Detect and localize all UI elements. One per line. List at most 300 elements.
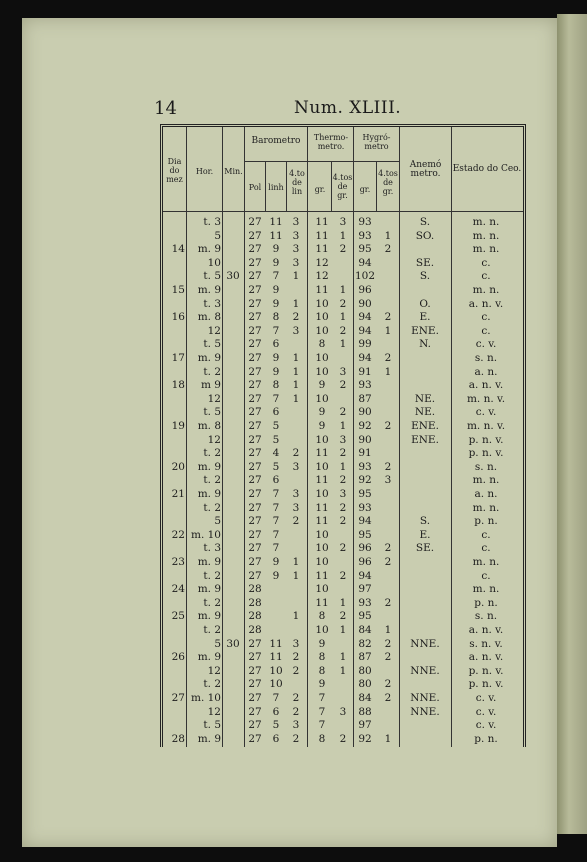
cell-qlin: 3 bbox=[292, 256, 300, 269]
cell-dia: 22 bbox=[171, 528, 185, 541]
cell-lin: 6 bbox=[272, 732, 280, 745]
cell-lin: 11 bbox=[269, 216, 283, 228]
cell-lin: 8 bbox=[272, 379, 280, 392]
cell-tgr: 8 bbox=[318, 338, 326, 351]
cell-qlin: 3 bbox=[292, 324, 300, 337]
cell-qlin: 2 bbox=[292, 311, 300, 324]
cell-qlin: 2 bbox=[292, 447, 300, 460]
cell-pol: 28 bbox=[248, 596, 262, 609]
cell-dia: 20 bbox=[171, 460, 185, 473]
cell-hgr: 95 bbox=[358, 488, 372, 500]
cell-tgr: 9 bbox=[318, 678, 326, 691]
cell-lin: 9 bbox=[272, 556, 280, 568]
page-edge bbox=[557, 14, 587, 834]
cell-sky: a. n. bbox=[474, 365, 498, 378]
cell-sky: c. v. bbox=[475, 406, 497, 419]
cell-tgr: 7 bbox=[318, 719, 326, 732]
cell-dia: 24 bbox=[171, 583, 185, 596]
cell-hgr: 94 bbox=[358, 352, 372, 364]
cell-hgr: 90 bbox=[358, 297, 372, 310]
cell-tgr: 8 bbox=[318, 651, 326, 664]
cell-wind: NNE. bbox=[410, 692, 440, 704]
cell-tgr: 11 bbox=[315, 474, 329, 487]
running-title: Num. XLIII. bbox=[294, 98, 402, 118]
cell-hgr: 90 bbox=[358, 406, 372, 419]
cell-dia: 19 bbox=[171, 420, 185, 432]
cell-pol: 27 bbox=[248, 705, 262, 718]
cell-hor: m. 9 bbox=[197, 556, 221, 568]
cell-tq: 1 bbox=[339, 229, 347, 242]
cell-sky: c. bbox=[481, 569, 491, 582]
cell-hor: 5 bbox=[214, 637, 221, 650]
cell-tgr: 10 bbox=[315, 542, 329, 555]
header-min: Min. bbox=[224, 167, 243, 176]
cell-qlin: 2 bbox=[292, 664, 300, 677]
cell-hgr: 95 bbox=[358, 610, 372, 623]
cell-dia: 25 bbox=[171, 610, 185, 623]
cell-lin: 7 bbox=[272, 501, 280, 514]
cell-pol: 27 bbox=[248, 243, 262, 256]
cell-hor: 5 bbox=[214, 515, 221, 528]
cell-sky: a. n. v. bbox=[468, 651, 504, 664]
cell-pol: 27 bbox=[248, 569, 262, 582]
cell-hgr: 92 bbox=[358, 474, 372, 487]
cell-hq: 2 bbox=[384, 243, 392, 256]
cell-sky: c. bbox=[481, 270, 491, 283]
cell-hq: 2 bbox=[384, 460, 392, 473]
cell-tgr: 11 bbox=[315, 229, 329, 242]
cell-sky: c. v. bbox=[475, 705, 497, 718]
cell-pol: 27 bbox=[248, 732, 262, 745]
cell-sky: m. n. bbox=[472, 284, 500, 296]
cell-tq: 1 bbox=[339, 284, 347, 296]
cell-sky: m. n. v. bbox=[466, 420, 506, 432]
cell-tgr: 10 bbox=[315, 488, 329, 500]
cell-pol: 28 bbox=[248, 624, 262, 636]
cell-lin: 5 bbox=[272, 719, 280, 732]
cell-hgr: 97 bbox=[358, 583, 372, 596]
cell-qlin: 1 bbox=[292, 297, 300, 310]
cell-hor: 12 bbox=[207, 392, 221, 405]
cell-lin: 6 bbox=[272, 474, 280, 487]
cell-sky: p. n. bbox=[474, 596, 498, 609]
cell-hor: 12 bbox=[207, 664, 221, 677]
cell-pol: 27 bbox=[248, 324, 262, 337]
cell-tq: 3 bbox=[339, 705, 347, 718]
header-t-gr: gr. bbox=[314, 185, 326, 194]
cell-hor: t. 3 bbox=[203, 542, 221, 555]
cell-hor: m. 9 bbox=[197, 732, 221, 745]
cell-sky: m. n. v. bbox=[466, 392, 506, 405]
header-h-gr: gr. bbox=[359, 185, 371, 194]
cell-dia: 27 bbox=[171, 692, 185, 704]
cell-lin: 7 bbox=[272, 515, 280, 528]
cell-tgr: 10 bbox=[315, 583, 329, 596]
cell-wind: E. bbox=[419, 528, 431, 541]
cell-pol: 27 bbox=[248, 406, 262, 419]
cell-sky: p. n. v. bbox=[468, 678, 504, 691]
cell-lin: 9 bbox=[272, 365, 280, 378]
cell-hgr: 91 bbox=[358, 365, 372, 378]
cell-pol: 27 bbox=[248, 542, 262, 555]
cell-sky: c. v. bbox=[475, 692, 497, 704]
cell-pol: 27 bbox=[248, 338, 262, 351]
cell-lin: 9 bbox=[272, 243, 280, 256]
table-header bbox=[163, 127, 523, 212]
cell-hgr: 87 bbox=[358, 392, 372, 405]
cell-lin: 5 bbox=[272, 433, 280, 446]
cell-tq: 1 bbox=[339, 420, 347, 432]
cell-hor: m. 9 bbox=[197, 488, 221, 500]
cell-tgr: 9 bbox=[318, 406, 326, 419]
cell-sky: m. n. bbox=[472, 474, 500, 487]
cell-pol: 27 bbox=[248, 488, 262, 500]
cell-wind: NNE. bbox=[410, 664, 440, 677]
cell-lin: 7 bbox=[272, 692, 280, 704]
cell-lin: 10 bbox=[269, 678, 283, 691]
cell-lin: 9 bbox=[272, 569, 280, 582]
cell-pol: 27 bbox=[248, 556, 262, 568]
cell-lin: 5 bbox=[272, 420, 280, 432]
header-t-quartos: 4.tos de gr. bbox=[332, 173, 353, 200]
page-number: 14 bbox=[154, 98, 177, 119]
header-hor: Hor. bbox=[195, 167, 214, 176]
cell-tgr: 7 bbox=[318, 705, 326, 718]
cell-lin: 7 bbox=[272, 488, 280, 500]
cell-hgr: 93 bbox=[358, 229, 372, 242]
cell-pol: 27 bbox=[248, 664, 262, 677]
cell-hor: m. 9 bbox=[197, 583, 221, 596]
header-estado: Estado do Ceo. bbox=[452, 164, 522, 174]
cell-hgr: 93 bbox=[358, 216, 372, 228]
cell-qlin: 3 bbox=[292, 637, 300, 650]
cell-hq: 2 bbox=[384, 637, 392, 650]
cell-pol: 28 bbox=[248, 583, 262, 596]
cell-hgr: 93 bbox=[358, 379, 372, 392]
cell-lin: 7 bbox=[272, 392, 280, 405]
cell-hgr: 96 bbox=[358, 556, 372, 568]
cell-pol: 27 bbox=[248, 392, 262, 405]
cell-hor: m. 10 bbox=[191, 528, 221, 541]
cell-hgr: 93 bbox=[358, 501, 372, 514]
cell-hgr: 80 bbox=[358, 664, 372, 677]
cell-hq: 2 bbox=[384, 556, 392, 568]
cell-dia: 21 bbox=[171, 488, 185, 500]
cell-hgr: 93 bbox=[358, 460, 372, 473]
cell-hor: m. 9 bbox=[197, 284, 221, 296]
cell-min: 30 bbox=[226, 270, 240, 283]
cell-tq: 1 bbox=[339, 311, 347, 324]
cell-tgr: 9 bbox=[318, 379, 326, 392]
cell-sky: s. n. bbox=[474, 352, 498, 364]
cell-hq: 1 bbox=[384, 365, 392, 378]
cell-tgr: 10 bbox=[315, 556, 329, 568]
cell-hor: t. 2 bbox=[203, 501, 221, 514]
cell-qlin: 3 bbox=[292, 229, 300, 242]
cell-sky: c. v. bbox=[475, 338, 497, 351]
cell-lin: 6 bbox=[272, 705, 280, 718]
cell-qlin: 3 bbox=[292, 719, 300, 732]
cell-sky: s. n. v. bbox=[469, 637, 503, 650]
cell-tgr: 10 bbox=[315, 392, 329, 405]
header-h-quartos: 4.tos de gr. bbox=[378, 169, 398, 196]
cell-tq: 2 bbox=[339, 474, 347, 487]
cell-pol: 28 bbox=[248, 610, 262, 623]
cell-dia: 15 bbox=[171, 284, 185, 296]
cell-lin: 7 bbox=[272, 528, 280, 541]
cell-pol: 27 bbox=[248, 460, 262, 473]
cell-lin: 7 bbox=[272, 270, 280, 283]
header-barometro: Barometro bbox=[251, 136, 301, 146]
cell-sky: a. n. v. bbox=[468, 624, 504, 636]
cell-lin: 5 bbox=[272, 460, 280, 473]
cell-hgr: 95 bbox=[358, 528, 372, 541]
cell-hgr: 84 bbox=[358, 624, 372, 636]
cell-hor: t. 2 bbox=[203, 447, 221, 460]
cell-qlin: 1 bbox=[292, 365, 300, 378]
weather-table bbox=[160, 124, 526, 747]
cell-wind: SE. bbox=[415, 542, 435, 555]
cell-tgr: 8 bbox=[318, 732, 326, 745]
cell-hor: 12 bbox=[207, 324, 221, 337]
cell-pol: 27 bbox=[248, 379, 262, 392]
cell-qlin: 2 bbox=[292, 515, 300, 528]
cell-min: 30 bbox=[226, 637, 240, 650]
cell-sky: c. bbox=[481, 542, 491, 555]
cell-sky: s. n. bbox=[474, 610, 498, 623]
cell-pol: 27 bbox=[248, 297, 262, 310]
cell-tgr: 10 bbox=[315, 352, 329, 364]
cell-tgr: 8 bbox=[318, 664, 326, 677]
cell-pol: 27 bbox=[248, 678, 262, 691]
cell-tgr: 12 bbox=[315, 270, 329, 283]
cell-hgr: 94 bbox=[358, 324, 372, 337]
cell-lin: 7 bbox=[272, 542, 280, 555]
cell-hq: 2 bbox=[384, 420, 392, 432]
cell-qlin: 3 bbox=[292, 488, 300, 500]
cell-tq: 1 bbox=[339, 624, 347, 636]
cell-hgr: 94 bbox=[358, 569, 372, 582]
cell-hor: t. 5 bbox=[203, 719, 221, 732]
cell-tgr: 11 bbox=[315, 284, 329, 296]
cell-hor: 12 bbox=[207, 705, 221, 718]
cell-tq: 2 bbox=[339, 501, 347, 514]
cell-pol: 27 bbox=[248, 365, 262, 378]
cell-pol: 27 bbox=[248, 256, 262, 269]
cell-tgr: 10 bbox=[315, 311, 329, 324]
cell-qlin: 1 bbox=[292, 270, 300, 283]
cell-pol: 27 bbox=[248, 447, 262, 460]
cell-sky: m. n. bbox=[472, 583, 500, 596]
cell-sky: m. n. bbox=[472, 243, 500, 256]
cell-pol: 27 bbox=[248, 284, 262, 296]
cell-sky: m. n. bbox=[472, 229, 500, 242]
cell-sky: p. n. v. bbox=[468, 433, 504, 446]
cell-dia: 23 bbox=[171, 556, 185, 568]
cell-lin: 4 bbox=[272, 447, 280, 460]
cell-tq: 1 bbox=[339, 338, 347, 351]
cell-hgr: 96 bbox=[358, 542, 372, 555]
cell-wind: NE. bbox=[414, 392, 436, 405]
cell-qlin: 3 bbox=[292, 216, 300, 228]
cell-tq: 1 bbox=[339, 664, 347, 677]
cell-pol: 27 bbox=[248, 515, 262, 528]
cell-qlin: 1 bbox=[292, 556, 300, 568]
cell-hgr: 92 bbox=[358, 732, 372, 745]
cell-qlin: 2 bbox=[292, 705, 300, 718]
cell-pol: 27 bbox=[248, 216, 262, 228]
cell-lin: 6 bbox=[272, 338, 280, 351]
cell-lin: 11 bbox=[269, 651, 283, 664]
cell-tgr: 11 bbox=[315, 596, 329, 609]
cell-dia: 26 bbox=[171, 651, 185, 664]
cell-hor: 12 bbox=[207, 433, 221, 446]
cell-hq: 2 bbox=[384, 678, 392, 691]
cell-wind: E. bbox=[419, 311, 431, 324]
cell-tgr: 8 bbox=[318, 610, 326, 623]
cell-sky: c. bbox=[481, 528, 491, 541]
cell-tgr: 11 bbox=[315, 447, 329, 460]
cell-tq: 2 bbox=[339, 297, 347, 310]
cell-hor: m. 8 bbox=[197, 311, 221, 324]
cell-hgr: 102 bbox=[354, 270, 376, 283]
cell-qlin: 1 bbox=[292, 379, 300, 392]
cell-lin: 10 bbox=[269, 664, 283, 677]
cell-hor: t. 2 bbox=[203, 365, 221, 378]
cell-pol: 27 bbox=[248, 501, 262, 514]
cell-tq: 2 bbox=[339, 610, 347, 623]
cell-hq: 2 bbox=[384, 542, 392, 555]
cell-pol: 27 bbox=[248, 651, 262, 664]
cell-sky: s. n. bbox=[474, 460, 498, 473]
cell-tq: 3 bbox=[339, 365, 347, 378]
cell-sky: a. n. bbox=[474, 488, 498, 500]
cell-sky: c. bbox=[481, 311, 491, 324]
cell-hgr: 88 bbox=[358, 705, 372, 718]
cell-qlin: 1 bbox=[292, 352, 300, 364]
cell-wind: NE. bbox=[414, 406, 436, 419]
cell-tgr: 10 bbox=[315, 433, 329, 446]
table-row bbox=[163, 732, 523, 747]
cell-lin: 7 bbox=[272, 324, 280, 337]
cell-lin: 8 bbox=[272, 311, 280, 324]
header-hygrometro: Hygró-metro bbox=[362, 133, 391, 151]
cell-hq: 1 bbox=[384, 324, 392, 337]
cell-qlin: 3 bbox=[292, 501, 300, 514]
cell-hor: m. 8 bbox=[197, 420, 221, 432]
cell-hgr: 80 bbox=[358, 678, 372, 691]
cell-dia: 14 bbox=[171, 243, 185, 256]
cell-pol: 27 bbox=[248, 433, 262, 446]
cell-tq: 1 bbox=[339, 596, 347, 609]
cell-hgr: 93 bbox=[358, 596, 372, 609]
cell-qlin: 3 bbox=[292, 460, 300, 473]
cell-qlin: 1 bbox=[292, 392, 300, 405]
cell-sky: p. n. v. bbox=[468, 447, 504, 460]
cell-sky: p. n. bbox=[474, 732, 498, 745]
cell-tgr: 11 bbox=[315, 243, 329, 256]
cell-wind: S. bbox=[419, 216, 431, 228]
cell-tq: 2 bbox=[339, 379, 347, 392]
cell-tq: 1 bbox=[339, 460, 347, 473]
cell-hor: m. 9 bbox=[197, 460, 221, 473]
cell-hgr: 94 bbox=[358, 311, 372, 324]
cell-sky: a. n. v. bbox=[468, 379, 504, 392]
cell-lin: 9 bbox=[272, 352, 280, 364]
cell-pol: 27 bbox=[248, 719, 262, 732]
cell-wind: O. bbox=[419, 297, 431, 310]
cell-wind: SO. bbox=[415, 229, 435, 242]
cell-hor: m. 9 bbox=[197, 651, 221, 664]
cell-qlin: 1 bbox=[292, 610, 300, 623]
cell-tq: 2 bbox=[339, 406, 347, 419]
cell-hq: 1 bbox=[384, 732, 392, 745]
cell-lin: 11 bbox=[269, 229, 283, 242]
cell-hgr: 94 bbox=[358, 515, 372, 528]
cell-hq: 3 bbox=[384, 474, 392, 487]
cell-hor: t. 2 bbox=[203, 624, 221, 636]
cell-hor: t. 2 bbox=[203, 678, 221, 691]
cell-sky: c. v. bbox=[475, 719, 497, 732]
cell-lin: 11 bbox=[269, 637, 283, 650]
cell-wind: N. bbox=[419, 338, 431, 351]
cell-tgr: 9 bbox=[318, 420, 326, 432]
cell-wind: ENE. bbox=[411, 420, 439, 432]
cell-pol: 27 bbox=[248, 420, 262, 432]
cell-hq: 2 bbox=[384, 311, 392, 324]
cell-wind: SE. bbox=[415, 256, 435, 269]
cell-hq: 2 bbox=[384, 352, 392, 364]
cell-hor: m. 10 bbox=[191, 692, 221, 704]
cell-hgr: 97 bbox=[358, 719, 372, 732]
cell-hq: 2 bbox=[384, 692, 392, 704]
cell-wind: ENE. bbox=[411, 433, 439, 446]
cell-hgr: 87 bbox=[358, 651, 372, 664]
cell-hgr: 99 bbox=[358, 338, 372, 351]
cell-dia: 16 bbox=[171, 311, 185, 324]
cell-hq: 2 bbox=[384, 596, 392, 609]
cell-tgr: 10 bbox=[315, 365, 329, 378]
header-dia: Dia do mez bbox=[166, 157, 183, 184]
cell-pol: 27 bbox=[248, 528, 262, 541]
cell-hgr: 92 bbox=[358, 420, 372, 432]
cell-hor: t. 3 bbox=[203, 216, 221, 228]
cell-wind: NNE. bbox=[410, 705, 440, 718]
cell-lin: 6 bbox=[272, 406, 280, 419]
cell-tq: 3 bbox=[339, 488, 347, 500]
cell-hgr: 95 bbox=[358, 243, 372, 256]
cell-hor: m. 9 bbox=[197, 243, 221, 256]
cell-lin: 9 bbox=[272, 297, 280, 310]
cell-tgr: 10 bbox=[315, 460, 329, 473]
header-anemometro: Anemó metro. bbox=[409, 160, 442, 179]
cell-tgr: 10 bbox=[315, 528, 329, 541]
cell-tgr: 11 bbox=[315, 216, 329, 228]
cell-hor: t. 5 bbox=[203, 338, 221, 351]
cell-hq: 1 bbox=[384, 624, 392, 636]
cell-wind: ENE. bbox=[411, 324, 439, 337]
cell-qlin: 2 bbox=[292, 651, 300, 664]
cell-sky: m. n. bbox=[472, 216, 500, 228]
cell-hor: t. 3 bbox=[203, 297, 221, 310]
cell-hor: m. 9 bbox=[197, 610, 221, 623]
cell-hor: 5 bbox=[214, 229, 221, 242]
cell-tq: 3 bbox=[339, 433, 347, 446]
cell-tq: 2 bbox=[339, 569, 347, 582]
cell-tgr: 11 bbox=[315, 569, 329, 582]
cell-tgr: 11 bbox=[315, 515, 329, 528]
cell-lin: 9 bbox=[272, 284, 280, 296]
